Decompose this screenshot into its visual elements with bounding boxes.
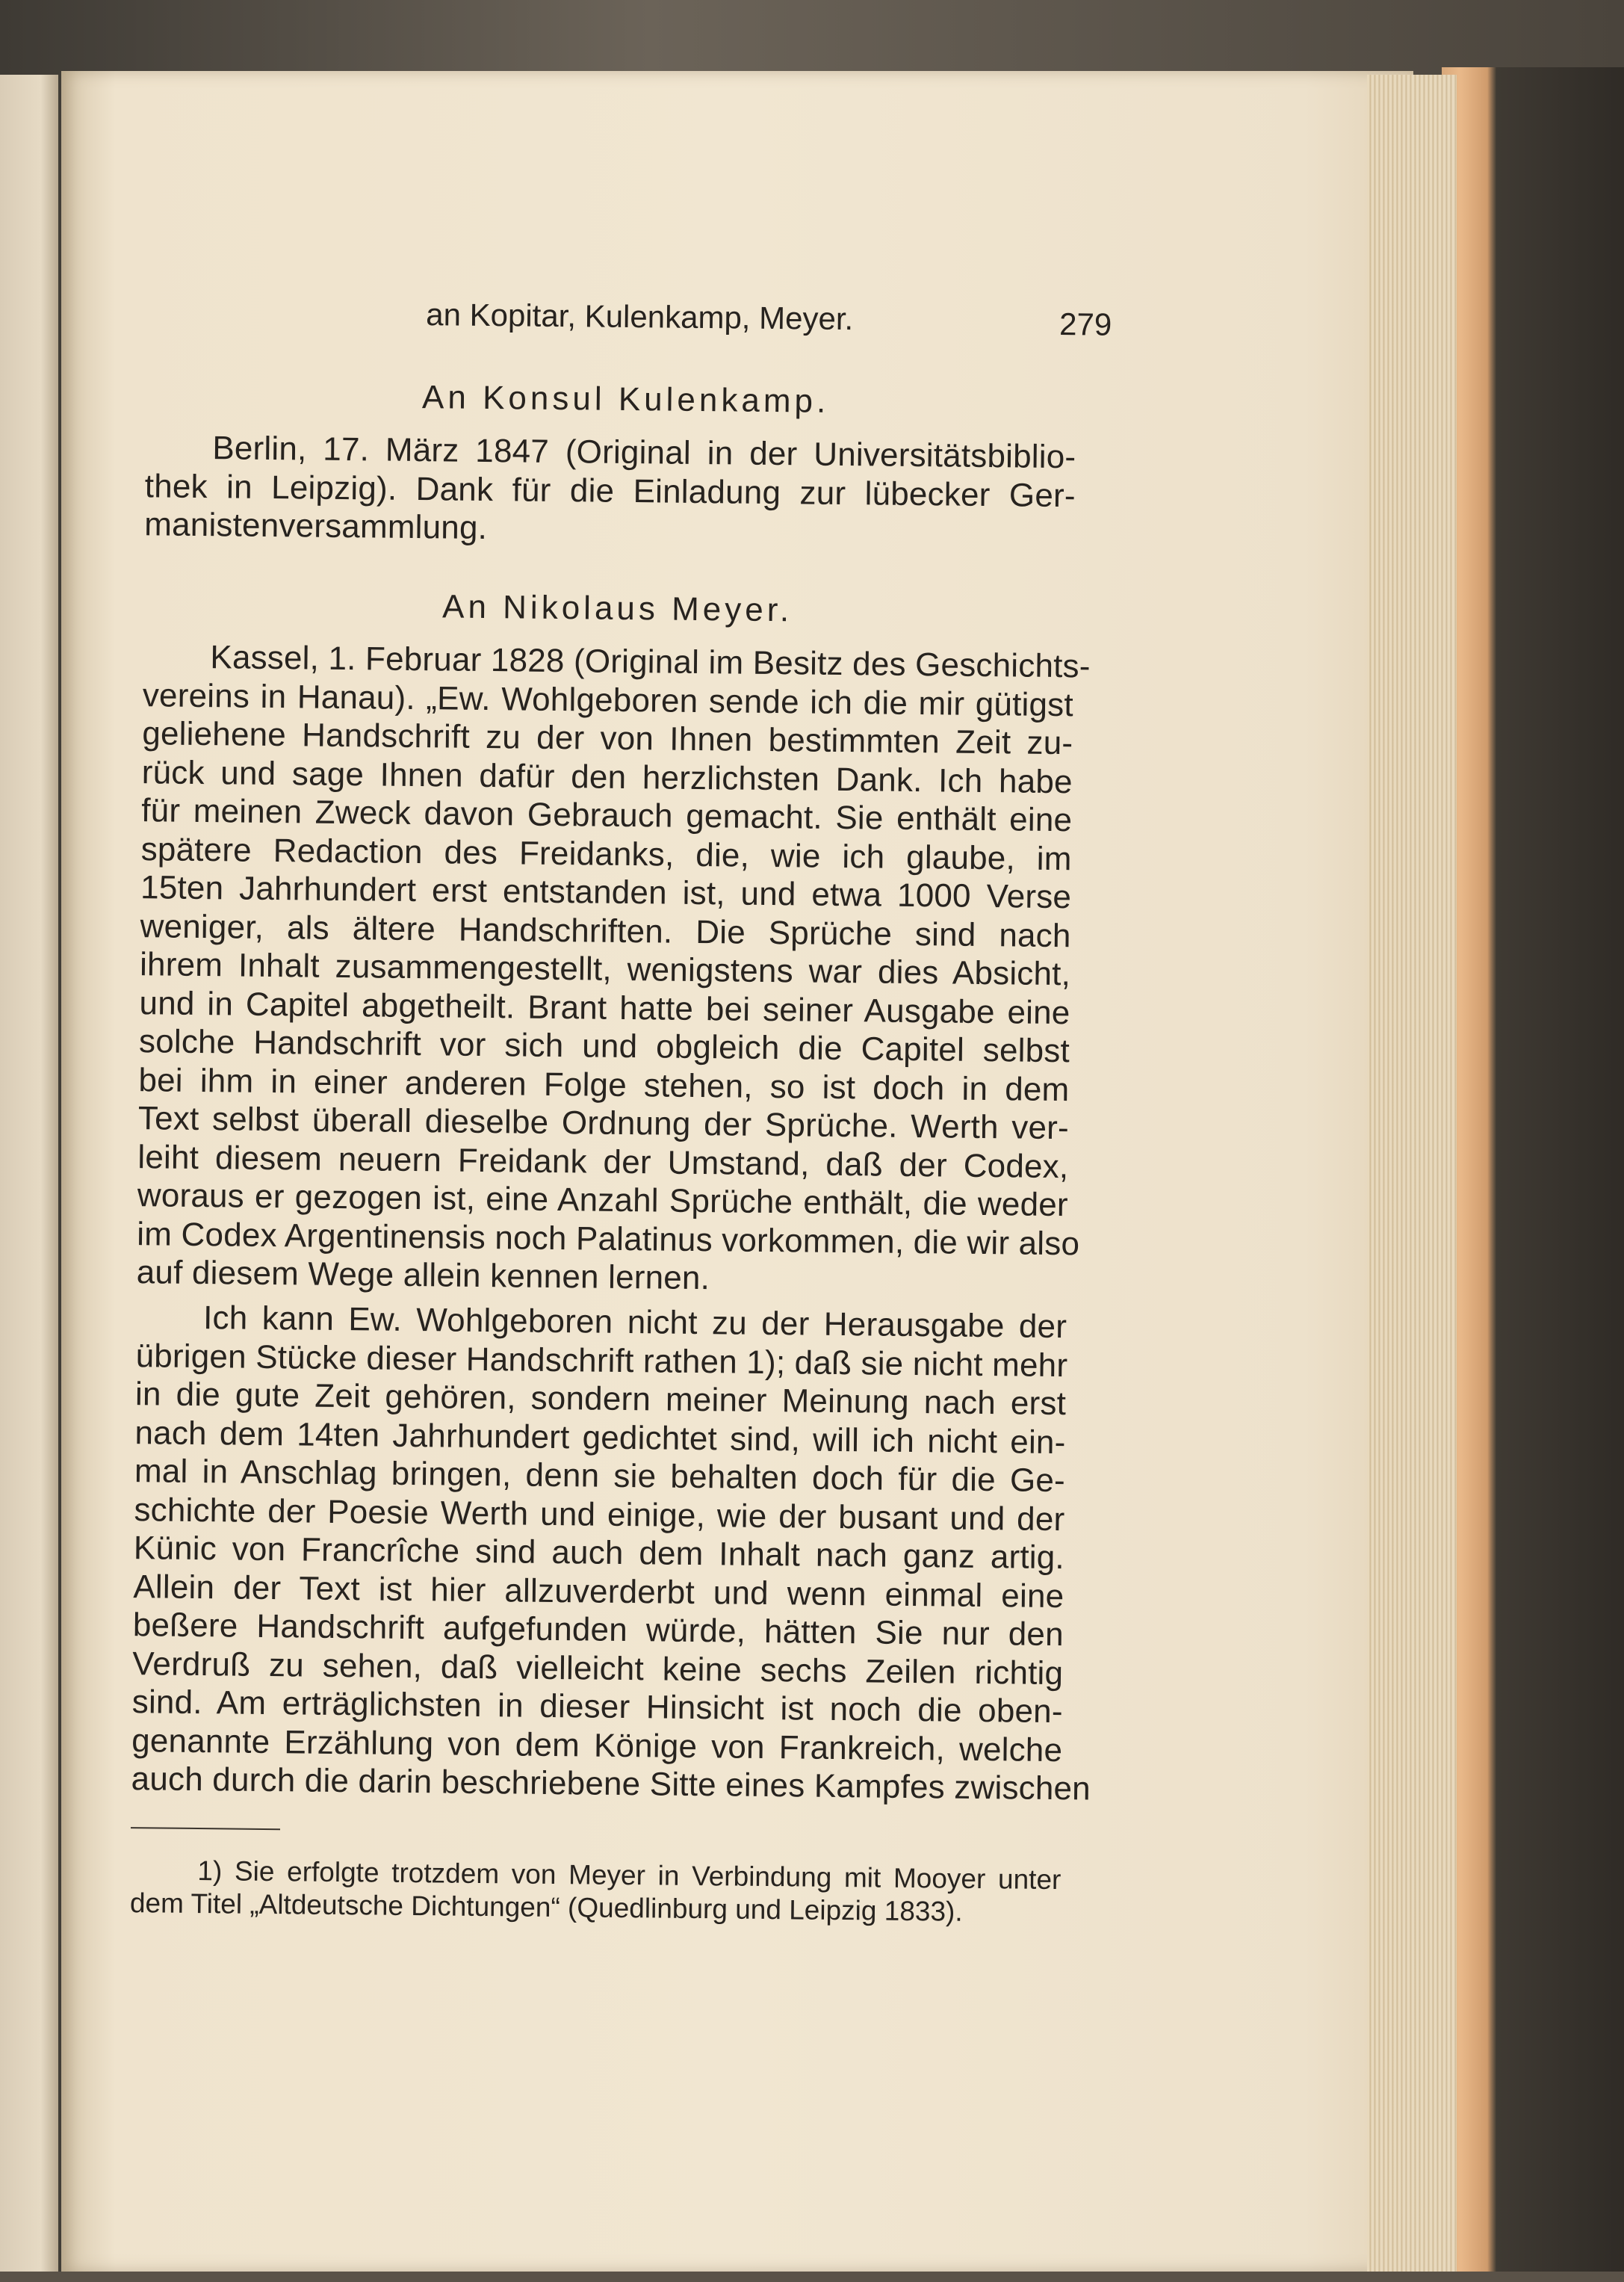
text-line: schichte der Poesie Werth und einige, wie der busant und der <box>134 1491 1065 1538</box>
letter-kulenkamp <box>144 428 1076 554</box>
text-line: Ich kann Ew. Wohlgeboren nicht zu der Herausgabe der <box>202 1299 1067 1346</box>
running-title: an Kopitar, Kulenkamp, Meyer. <box>425 297 854 337</box>
text-line: weniger, als ältere Handschriften. Die Sprüche sind nach <box>140 907 1071 954</box>
text-line: Text selbst überall dieselbe Ordnung der Sprüche. Werth ver- <box>137 1100 1070 1147</box>
text-line: nach dem 14ten Jahrhundert gedichtet sind, will ich nicht ein- <box>134 1414 1066 1461</box>
footnote-rule <box>131 1827 280 1830</box>
text-line: rück und sage Ihnen dafür den herzlichsten Dank. Ich habe <box>141 753 1073 800</box>
footnote <box>130 1854 1062 1929</box>
text-line: auf diesem Wege allein kennen lernen. <box>136 1254 710 1297</box>
text-line: bei ihm in einer anderen Folge stehen, so ist doch in dem <box>138 1061 1070 1108</box>
footnote-line: dem Titel „Altdeutsche Dichtungen“ (Quedlinburg und Leipzig 1833). <box>129 1887 963 1927</box>
text-line: Berlin, 17. März 1847 (Original in der Universitätsbiblio- <box>212 430 1076 476</box>
text-line: manistenversammlung. <box>144 506 488 546</box>
text-line: spätere Redaction des Freidanks, die, wie ich glaube, im <box>140 830 1072 877</box>
text-line: woraus er gezogen ist, eine Anzahl Sprüche enthält, die weder <box>137 1177 1069 1224</box>
text-line: übrigen Stücke dieser Handschrift rathen 1); daß sie nicht mehr <box>135 1337 1068 1384</box>
text-line: Kassel, 1. Februar 1828 (Original im Besitz des Geschichts- <box>210 639 1091 685</box>
text-line: auch durch die darin beschriebene Sitte eines Kampfes zwischen <box>131 1760 1091 1808</box>
letter-meyer-paragraph-2 <box>131 1298 1091 1808</box>
text-line: thek in Leipzig). Dank für die Einladung zur lübecker Ger- <box>144 467 1076 514</box>
letter-meyer-paragraph-1 <box>136 637 1091 1301</box>
text-line: leiht diesem neuern Freidank der Umstand, daß der Codex, <box>137 1138 1069 1185</box>
page-number: 279 <box>1059 306 1112 342</box>
text-line: solche Handschrift vor sich und obgleich die Capitel selbst <box>138 1023 1070 1070</box>
text-line: für meinen Zweck davon Gebrauch gemacht. Sie enthält eine <box>141 792 1073 839</box>
text-line: genannte Erzählung von dem Könige von Frankreich, welche <box>131 1722 1063 1769</box>
text-line: in die gute Zeit gehören, sondern meiner Meinung nach erst <box>134 1376 1067 1423</box>
section-title-kulenkamp: An Konsul Kulenkamp. <box>421 379 830 420</box>
section-title-meyer: An Nikolaus Meyer. <box>441 588 793 629</box>
text-line: ihrem Inhalt zusammengestellt, wenigstens war dies Absicht, <box>139 946 1071 993</box>
footnote-line: 1) Sie erfolgte trotzdem von Meyer in Verbindung mit Mooyer unter <box>197 1855 1062 1896</box>
text-line: im Codex Argentinensis noch Palatinus vorkommen, die wir also <box>137 1215 1080 1262</box>
text-line: Verdruß zu sehen, daß vielleicht keine sechs Zeilen richtig <box>132 1645 1064 1692</box>
text-line: Allein der Text ist hier allzuverderbt und wenn einmal eine <box>133 1568 1064 1615</box>
text-line: Künic von Francrîche sind auch dem Inhalt nach ganz artig. <box>133 1530 1065 1577</box>
text-line: und in Capitel abgetheilt. Brant hatte bei seiner Ausgabe eine <box>139 984 1070 1031</box>
text-line: sind. Am erträglichsten in dieser Hinsicht ist noch die oben- <box>131 1683 1063 1731</box>
text-line: mal in Anschlag bringen, denn sie behalten doch für die Ge- <box>134 1453 1066 1500</box>
text-line: vereins in Hanau). „Ew. Wohlgeboren sende ich die mir gütigst <box>142 676 1074 723</box>
text-line: beßere Handschrift aufgefunden würde, hätten Sie nur den <box>132 1607 1064 1654</box>
text-line: 15ten Jahrhundert erst entstanden ist, und etwa 1000 Verse <box>140 869 1072 916</box>
text-line: geliehene Handschrift zu der von Ihnen bestimmten Zeit zu- <box>142 715 1073 762</box>
